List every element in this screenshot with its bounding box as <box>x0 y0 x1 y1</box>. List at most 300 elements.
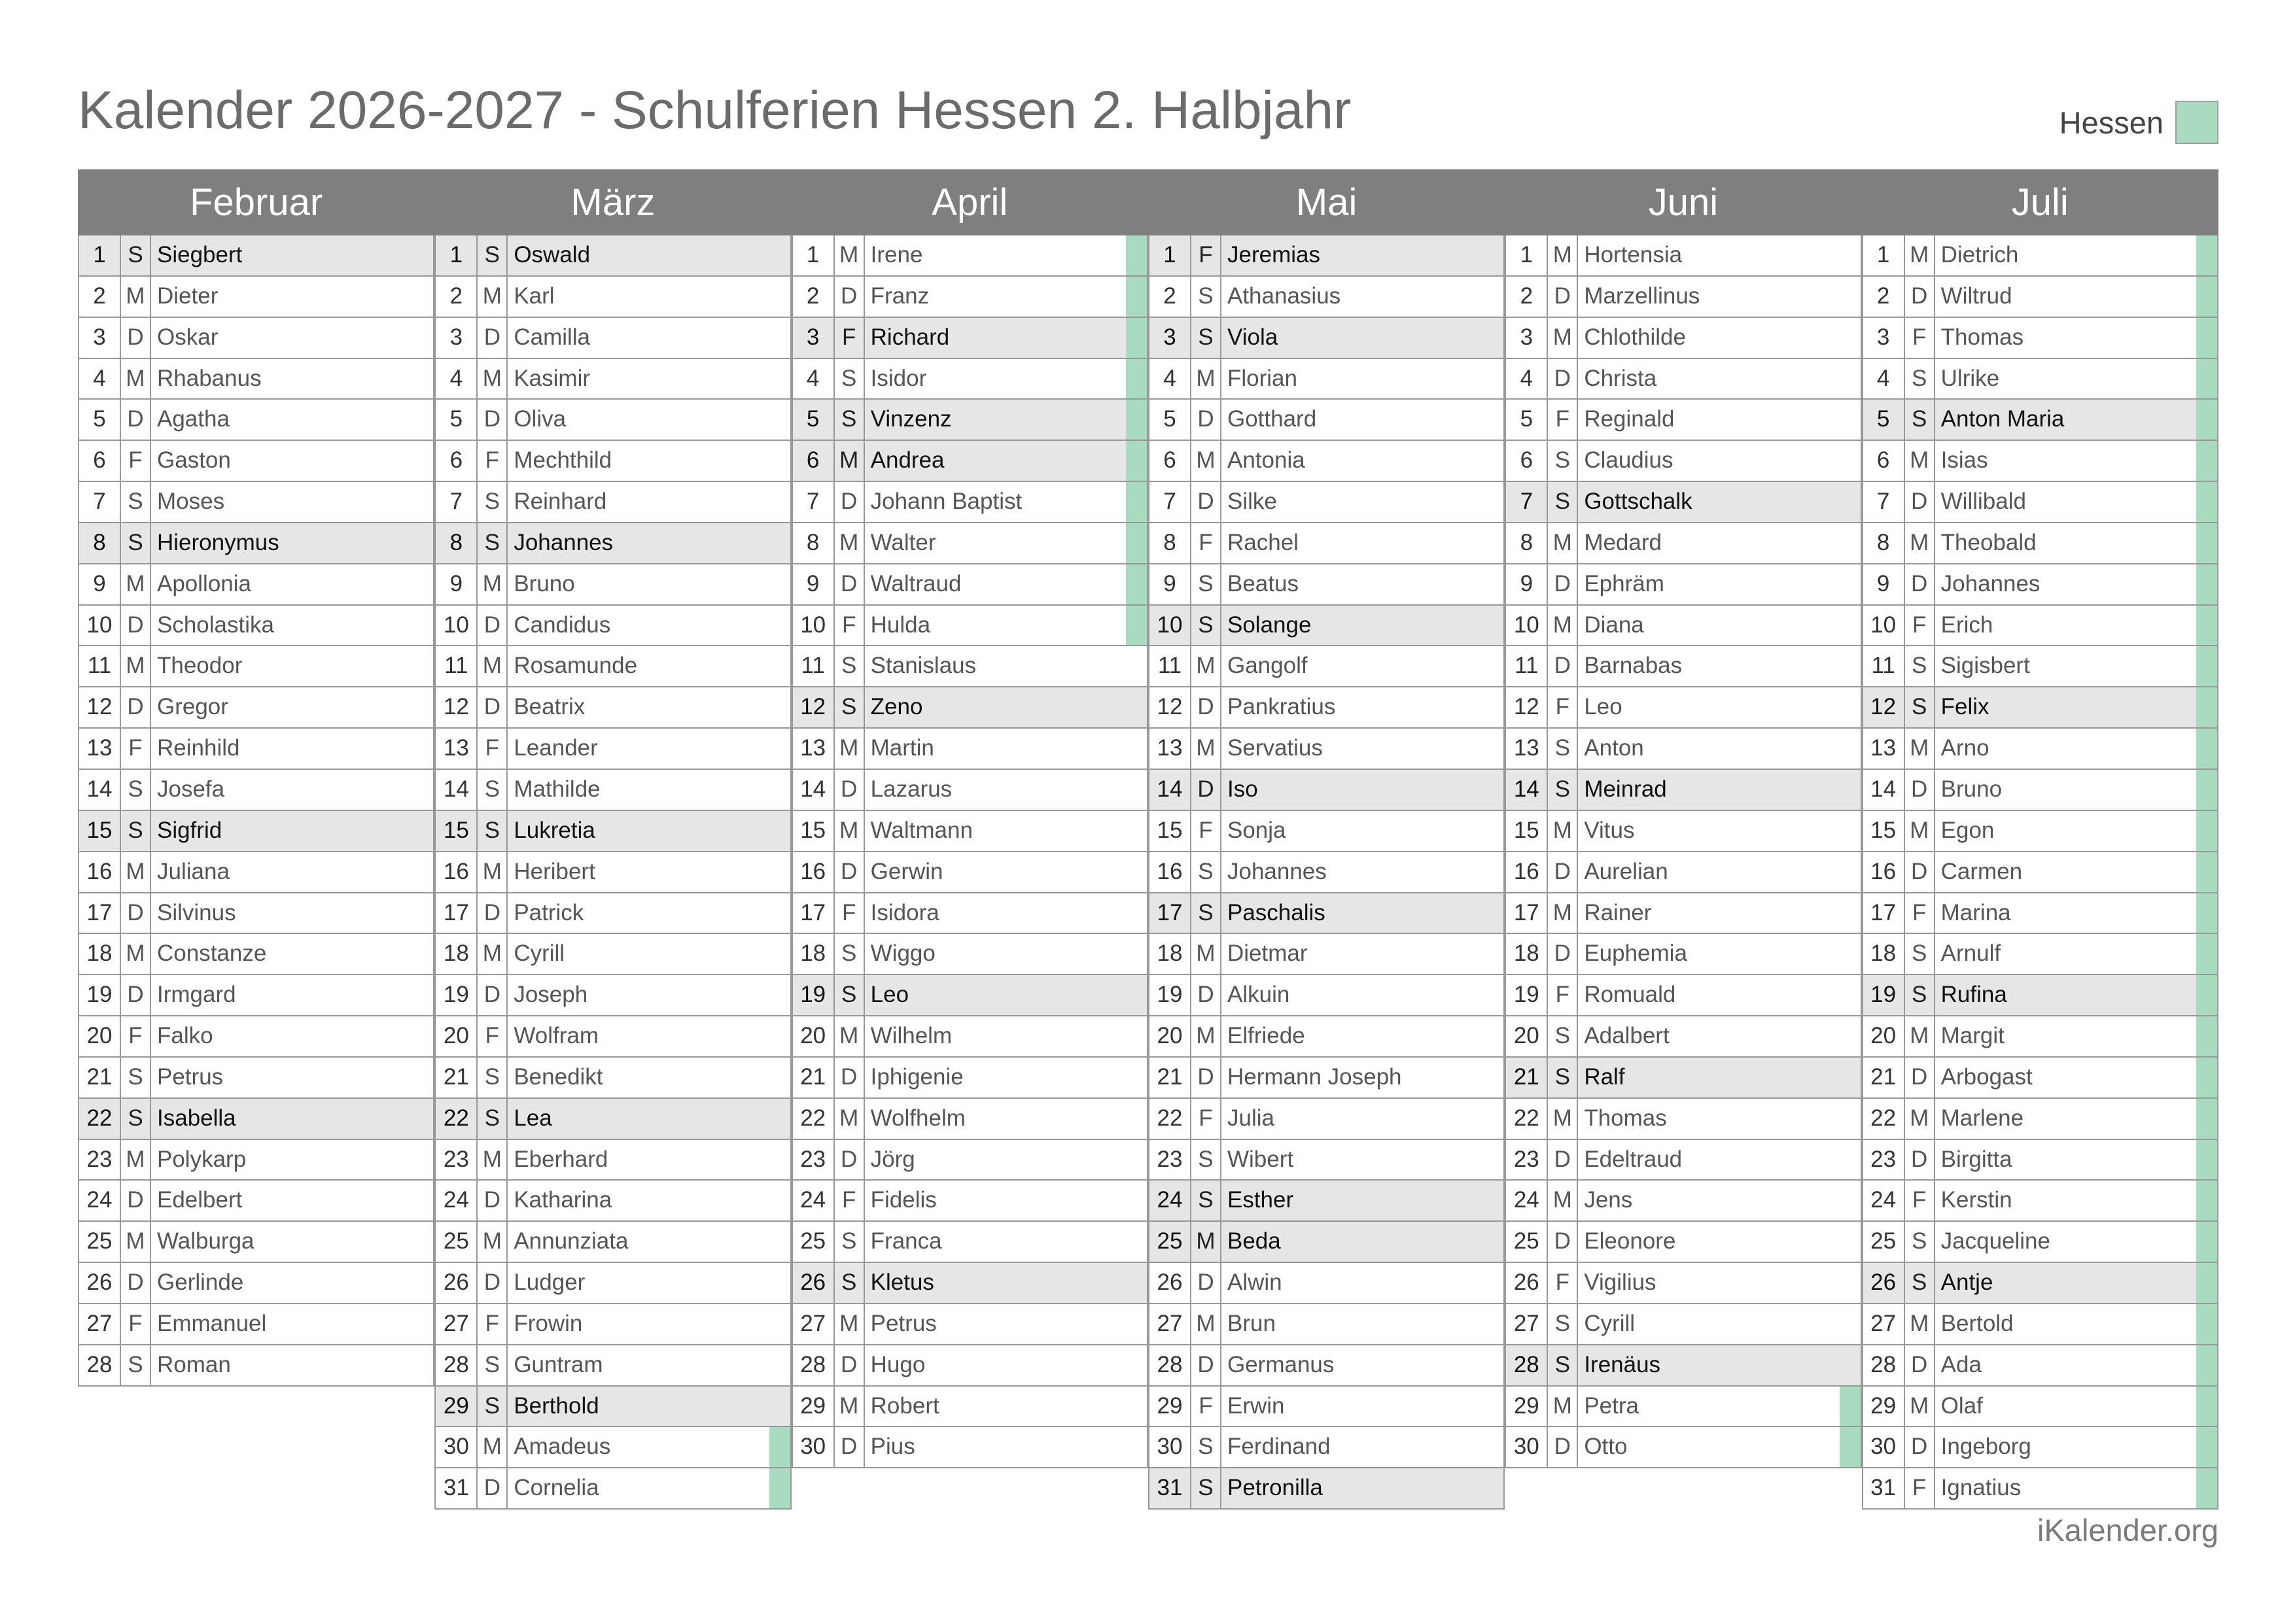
day-number: 13 <box>1863 729 1905 769</box>
holiday-cell <box>769 852 792 892</box>
day-row <box>434 235 791 277</box>
name-of-day: Hermann Joseph <box>1227 1063 1402 1090</box>
day-row <box>1862 441 2218 482</box>
weekday: M <box>478 277 508 317</box>
name-of-day: Marzellinus <box>1584 283 1700 309</box>
weekday: S <box>1191 564 1221 604</box>
legend-label: Hessen <box>2059 105 2164 140</box>
day-number: 22 <box>79 1099 121 1139</box>
weekday: D <box>1905 564 1935 604</box>
holiday-marker <box>1126 318 1148 358</box>
weekday: M <box>1191 729 1221 769</box>
holiday-marker <box>2196 1427 2218 1467</box>
weekday: S <box>1191 1140 1221 1180</box>
day-row <box>1862 606 2218 647</box>
day-number: 19 <box>1149 975 1191 1015</box>
day-number: 22 <box>1863 1099 1905 1139</box>
name-of-day: Wiltrud <box>1940 283 2012 309</box>
holiday-cell <box>412 277 434 317</box>
name-of-day: Hulda <box>870 612 931 638</box>
holiday-cell <box>1126 1263 1148 1303</box>
day-row <box>78 1263 434 1304</box>
day-number: 26 <box>1863 1263 1905 1303</box>
day-number: 8 <box>79 523 121 563</box>
holiday-marker <box>2196 811 2218 851</box>
weekday: D <box>835 770 865 810</box>
day-row <box>792 1345 1148 1387</box>
day-row <box>1505 729 1861 770</box>
weekday: S <box>1191 1181 1221 1220</box>
name-of-day: Wiggo <box>870 941 936 967</box>
day-row <box>1505 318 1861 359</box>
holiday-cell <box>412 482 434 522</box>
weekday: M <box>121 1222 151 1262</box>
name-of-day: Lukretia <box>514 817 595 843</box>
day-row <box>78 482 434 523</box>
weekday: F <box>1905 1468 1935 1508</box>
holiday-cell <box>769 1263 792 1303</box>
name-of-day: Sigisbert <box>1940 653 2030 679</box>
name-of-day: Zeno <box>870 694 923 720</box>
weekday: D <box>121 975 151 1015</box>
weekday: S <box>478 523 508 563</box>
holiday-cell <box>1482 606 1505 646</box>
day-row <box>792 811 1148 852</box>
name-of-day: Berthold <box>514 1392 599 1419</box>
day-row <box>78 1016 434 1058</box>
weekday: D <box>1191 1263 1221 1303</box>
name-of-day: Christa <box>1584 365 1657 391</box>
day-row <box>1862 975 2218 1016</box>
weekday: M <box>1191 441 1221 481</box>
weekday: S <box>1905 1263 1935 1303</box>
weekday: S <box>1548 1304 1578 1344</box>
name-of-day: Rachel <box>1227 529 1299 555</box>
day-number: 27 <box>1506 1304 1548 1344</box>
weekday: F <box>1548 400 1578 440</box>
day-row <box>792 277 1148 318</box>
name-of-day: Vigilius <box>1584 1270 1656 1296</box>
weekday: S <box>478 770 508 810</box>
day-row <box>434 441 791 482</box>
holiday-cell <box>1126 1181 1148 1220</box>
weekday: S <box>121 1099 151 1139</box>
day-number: 19 <box>79 975 121 1015</box>
name-of-day: Barnabas <box>1584 653 1683 679</box>
weekday: D <box>835 1140 865 1180</box>
holiday-marker <box>2196 1468 2218 1508</box>
holiday-marker <box>2196 893 2218 933</box>
day-row <box>1505 1345 1861 1387</box>
weekday: M <box>1548 318 1578 358</box>
name-of-day: Kletus <box>870 1270 934 1296</box>
day-number: 9 <box>436 564 478 604</box>
day-row <box>434 318 791 359</box>
name-of-day: Medard <box>1584 529 1662 555</box>
holiday-cell <box>1840 975 1862 1015</box>
holiday-cell <box>1840 1263 1862 1303</box>
month-header: März <box>570 181 656 224</box>
name-of-day: Dietrich <box>1940 242 2019 268</box>
day-number: 18 <box>436 934 478 974</box>
holiday-cell <box>412 852 434 892</box>
holiday-cell <box>769 893 792 933</box>
name-of-day: Edeltraud <box>1584 1146 1683 1172</box>
holiday-cell <box>412 1016 434 1056</box>
name-of-day: Edelbert <box>157 1187 243 1213</box>
day-number: 5 <box>1863 400 1905 440</box>
day-row <box>78 235 434 277</box>
weekday: M <box>1548 893 1578 933</box>
weekday: D <box>121 400 151 440</box>
name-of-day: Athanasius <box>1227 283 1341 309</box>
weekday: S <box>478 1387 508 1426</box>
day-row <box>434 564 791 606</box>
day-row <box>1862 1140 2218 1181</box>
day-number: 13 <box>793 729 835 769</box>
day-number: 3 <box>1863 318 1905 358</box>
day-number: 31 <box>1149 1468 1191 1508</box>
name-of-day: Emmanuel <box>157 1310 267 1336</box>
day-number: 13 <box>1149 729 1191 769</box>
holiday-cell <box>1482 1468 1505 1508</box>
weekday: M <box>1548 523 1578 563</box>
day-number: 4 <box>1149 359 1191 399</box>
day-row <box>792 359 1148 400</box>
day-row <box>792 1427 1148 1468</box>
day-number: 25 <box>1863 1222 1905 1262</box>
day-row <box>1148 1140 1505 1181</box>
month-column <box>1862 235 2218 1510</box>
holiday-cell <box>1840 523 1862 563</box>
weekday: F <box>1905 606 1935 646</box>
day-number: 10 <box>1506 606 1548 646</box>
weekday: F <box>478 1016 508 1056</box>
weekday: D <box>1905 482 1935 522</box>
weekday: D <box>478 687 508 727</box>
weekday: D <box>1548 1427 1578 1467</box>
day-row <box>1505 934 1861 975</box>
name-of-day: Germanus <box>1227 1351 1335 1377</box>
day-number: 20 <box>1863 1016 1905 1056</box>
weekday: S <box>1191 277 1221 317</box>
weekday: S <box>121 770 151 810</box>
weekday: S <box>835 975 865 1015</box>
weekday: S <box>1191 893 1221 933</box>
holiday-cell <box>1840 893 1862 933</box>
weekday: M <box>1548 235 1578 275</box>
holiday-marker <box>2196 852 2218 892</box>
holiday-cell <box>412 934 434 974</box>
name-of-day: Esther <box>1227 1187 1294 1213</box>
holiday-marker <box>2196 564 2218 604</box>
name-of-day: Guntram <box>514 1351 603 1377</box>
weekday: D <box>1548 934 1578 974</box>
day-row <box>1505 1181 1861 1222</box>
name-of-day: Irene <box>870 242 923 268</box>
holiday-cell <box>1482 1140 1505 1180</box>
holiday-cell <box>1840 1016 1862 1056</box>
name-of-day: Oskar <box>157 324 219 350</box>
weekday: M <box>1905 441 1935 481</box>
name-of-day: Petrus <box>870 1310 937 1336</box>
holiday-marker <box>2196 277 2218 317</box>
holiday-cell <box>1840 318 1862 358</box>
day-number: 30 <box>793 1427 835 1467</box>
day-row <box>1148 852 1505 893</box>
weekday: M <box>1548 1387 1578 1426</box>
name-of-day: Scholastika <box>157 612 274 638</box>
weekday: D <box>1548 646 1578 686</box>
day-number: 26 <box>436 1263 478 1303</box>
holiday-cell <box>1482 1181 1505 1220</box>
name-of-day: Benedikt <box>514 1063 603 1090</box>
name-of-day: Cyrill <box>1584 1310 1636 1336</box>
day-row <box>78 975 434 1016</box>
day-row <box>1862 934 2218 975</box>
name-of-day: Irmgard <box>157 982 236 1008</box>
holiday-cell <box>1126 729 1148 769</box>
name-of-day: Petra <box>1584 1392 1639 1419</box>
name-of-day: Arnulf <box>1940 941 2001 967</box>
day-number: 28 <box>79 1345 121 1385</box>
holiday-cell <box>1126 1345 1148 1385</box>
name-of-day: Reinhard <box>514 489 607 515</box>
name-of-day: Heribert <box>514 858 595 884</box>
day-row <box>792 975 1148 1016</box>
name-of-day: Adalbert <box>1584 1023 1670 1049</box>
day-row <box>1148 482 1505 523</box>
calendar-table <box>78 169 2218 1510</box>
day-row <box>78 606 434 647</box>
holiday-cell <box>1482 975 1505 1015</box>
name-of-day: Richard <box>870 324 950 350</box>
day-row <box>1862 1222 2218 1263</box>
month-header: Mai <box>1295 181 1358 224</box>
weekday: S <box>1905 400 1935 440</box>
weekday: M <box>1191 1304 1221 1344</box>
holiday-cell <box>769 235 792 275</box>
day-row <box>1505 523 1861 564</box>
day-row <box>1148 687 1505 729</box>
holiday-cell <box>769 811 792 851</box>
day-row <box>792 1387 1148 1428</box>
name-of-day: Arbogast <box>1940 1063 2033 1090</box>
day-row <box>1148 1016 1505 1058</box>
day-row <box>434 523 791 564</box>
name-of-day: Isias <box>1940 447 1988 474</box>
holiday-cell <box>769 770 792 810</box>
weekday: M <box>1548 606 1578 646</box>
day-number: 24 <box>79 1181 121 1220</box>
day-row <box>1862 811 2218 852</box>
holiday-marker <box>2196 1345 2218 1385</box>
month-column <box>1148 235 1505 1510</box>
holiday-cell <box>412 811 434 851</box>
day-number: 10 <box>793 606 835 646</box>
name-of-day: Meinrad <box>1584 776 1667 802</box>
name-of-day: Wolfram <box>514 1023 599 1049</box>
holiday-cell <box>1482 441 1505 481</box>
holiday-cell <box>769 1304 792 1344</box>
name-of-day: Antonia <box>1227 447 1305 474</box>
name-of-day: Oswald <box>514 242 591 268</box>
name-of-day: Franca <box>870 1228 942 1254</box>
day-row <box>792 400 1148 441</box>
weekday: D <box>121 318 151 358</box>
holiday-cell <box>769 646 792 686</box>
weekday: M <box>1905 1099 1935 1139</box>
holiday-cell <box>1840 235 1862 275</box>
holiday-cell <box>1840 1345 1862 1385</box>
name-of-day: Wibert <box>1227 1146 1294 1172</box>
holiday-cell <box>1126 893 1148 933</box>
day-row <box>1505 1140 1861 1181</box>
name-of-day: Waltmann <box>870 817 973 843</box>
weekday: M <box>121 564 151 604</box>
holiday-cell <box>1840 1181 1862 1220</box>
weekday: M <box>1905 1016 1935 1056</box>
name-of-day: Ignatius <box>1940 1475 2022 1501</box>
weekday: M <box>1905 523 1935 563</box>
holiday-cell <box>769 359 792 399</box>
weekday: D <box>478 318 508 358</box>
name-of-day: Wilhelm <box>870 1023 953 1049</box>
holiday-cell <box>1840 1304 1862 1344</box>
weekday: S <box>1905 687 1935 727</box>
day-row <box>1148 811 1505 852</box>
day-number: 7 <box>436 482 478 522</box>
name-of-day: Moses <box>157 489 225 515</box>
weekday: D <box>478 893 508 933</box>
holiday-marker <box>2196 400 2218 440</box>
day-row <box>1148 1263 1505 1304</box>
holiday-cell <box>1482 318 1505 358</box>
weekday: D <box>121 1263 151 1303</box>
day-row <box>78 1140 434 1181</box>
weekday: F <box>121 441 151 481</box>
day-number: 1 <box>1506 235 1548 275</box>
weekday: D <box>121 606 151 646</box>
name-of-day: Apollonia <box>157 570 251 596</box>
holiday-cell <box>1840 687 1862 727</box>
day-number: 16 <box>793 852 835 892</box>
day-number: 23 <box>793 1140 835 1180</box>
day-row <box>1862 729 2218 770</box>
day-row <box>1505 687 1861 729</box>
day-row <box>1505 1387 1861 1428</box>
name-of-day: Kasimir <box>514 365 591 391</box>
day-number: 9 <box>1506 564 1548 604</box>
weekday: F <box>835 318 865 358</box>
weekday: F <box>121 1304 151 1344</box>
weekday: D <box>121 1181 151 1220</box>
day-number: 17 <box>1863 893 1905 933</box>
day-number: 4 <box>793 359 835 399</box>
name-of-day: Siegbert <box>157 242 243 268</box>
name-of-day: Mechthild <box>514 447 612 474</box>
name-of-day: Ulrike <box>1940 365 2000 391</box>
day-number: 7 <box>1506 482 1548 522</box>
holiday-marker <box>2196 1016 2218 1056</box>
weekday: M <box>1905 729 1935 769</box>
holiday-marker <box>1126 441 1148 481</box>
weekday: S <box>1548 729 1578 769</box>
holiday-cell <box>769 975 792 1015</box>
day-number: 13 <box>1506 729 1548 769</box>
holiday-cell <box>1840 606 1862 646</box>
day-number: 2 <box>1506 277 1548 317</box>
day-number: 29 <box>436 1387 478 1426</box>
day-row <box>1862 523 2218 564</box>
day-row <box>1862 646 2218 687</box>
holiday-cell <box>412 1345 434 1385</box>
weekday: D <box>1548 359 1578 399</box>
weekday: D <box>1905 1140 1935 1180</box>
holiday-marker <box>2196 318 2218 358</box>
day-row <box>78 400 434 441</box>
day-row <box>1505 564 1861 606</box>
weekday: S <box>121 1058 151 1097</box>
weekday: D <box>1905 770 1935 810</box>
day-number: 25 <box>436 1222 478 1262</box>
name-of-day: Ephräm <box>1584 570 1664 596</box>
day-row <box>1862 1468 2218 1510</box>
weekday: D <box>1191 482 1221 522</box>
holiday-cell <box>412 235 434 275</box>
day-number: 21 <box>79 1058 121 1097</box>
holiday-cell <box>412 523 434 563</box>
holiday-cell <box>412 1222 434 1262</box>
name-of-day: Gottschalk <box>1584 489 1692 515</box>
name-of-day: Hugo <box>870 1351 926 1377</box>
weekday: F <box>1191 811 1221 851</box>
name-of-day: Stanislaus <box>870 653 977 679</box>
day-number: 16 <box>1149 852 1191 892</box>
holiday-cell <box>769 1222 792 1262</box>
weekday: S <box>1905 646 1935 686</box>
day-row <box>1505 400 1861 441</box>
name-of-day: Jacqueline <box>1940 1228 2050 1254</box>
day-row <box>434 400 791 441</box>
day-number: 2 <box>793 277 835 317</box>
holiday-cell <box>769 606 792 646</box>
name-of-day: Bruno <box>514 570 575 596</box>
day-number: 24 <box>1149 1181 1191 1220</box>
holiday-cell <box>412 770 434 810</box>
name-of-day: Pankratius <box>1227 694 1336 720</box>
holiday-marker <box>2196 770 2218 810</box>
weekday: S <box>478 1345 508 1385</box>
page-title: Kalender 2026-2027 - Schulferien Hessen 2. Halbjahr <box>78 80 1352 140</box>
day-number: 13 <box>79 729 121 769</box>
holiday-cell <box>1126 1427 1148 1467</box>
day-number: 30 <box>436 1427 478 1467</box>
weekday: D <box>835 852 865 892</box>
name-of-day: Erich <box>1940 612 1993 638</box>
name-of-day: Ralf <box>1584 1063 1625 1090</box>
holiday-cell <box>769 1058 792 1097</box>
day-row <box>1148 1099 1505 1140</box>
day-row <box>792 646 1148 687</box>
weekday: S <box>835 1263 865 1303</box>
day-row <box>1505 606 1861 647</box>
day-number: 2 <box>79 277 121 317</box>
name-of-day: Alkuin <box>1227 982 1290 1008</box>
day-number: 14 <box>1863 770 1905 810</box>
name-of-day: Ludger <box>514 1270 586 1296</box>
holiday-cell <box>1840 359 1862 399</box>
